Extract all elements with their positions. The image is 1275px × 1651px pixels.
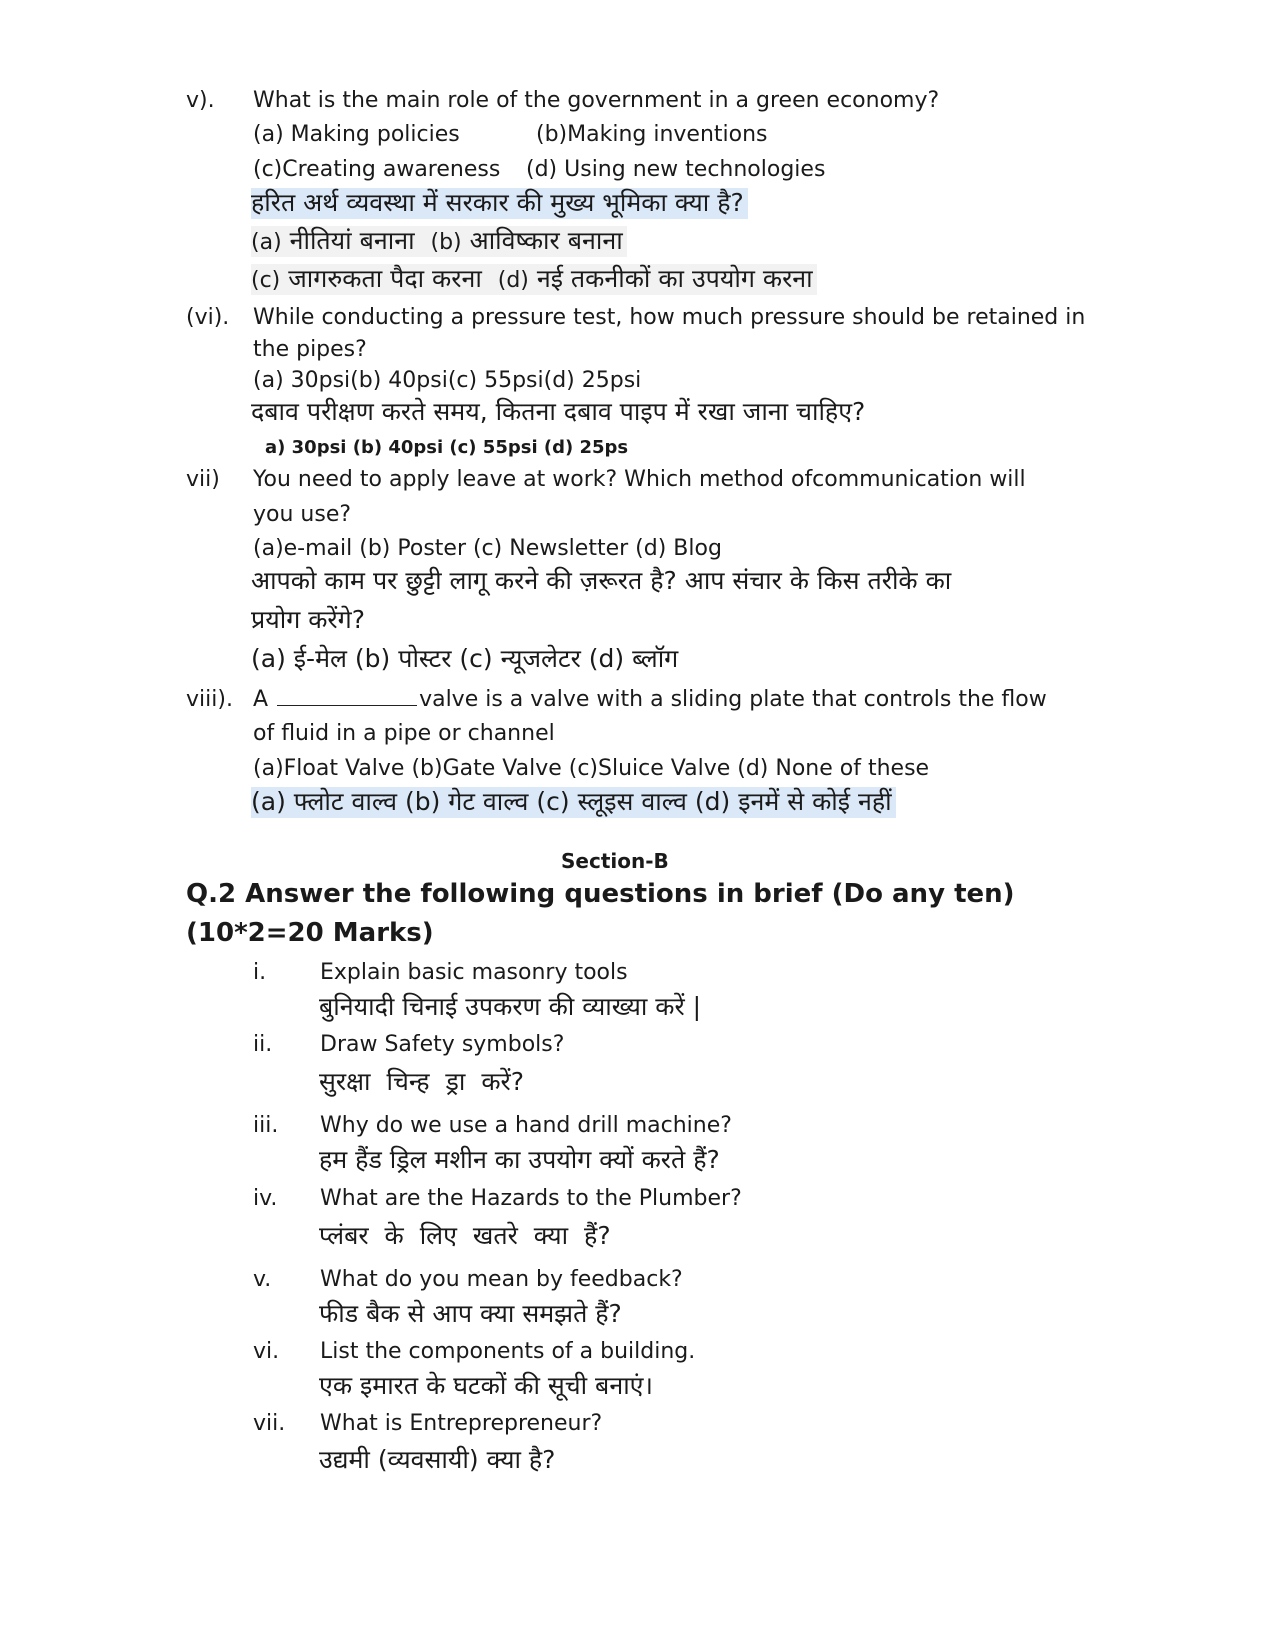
brief-question-text: List the components of a building. [320, 1339, 696, 1364]
brief-question-hindi: उद्यमी (व्यवसायी) क्या है? [319, 1445, 556, 1474]
brief-question-text: Draw Safety symbols? [320, 1032, 565, 1057]
hindi-options-row: a) 30psi (b) 40psi (c) 55psi (d) 25ps [265, 437, 629, 458]
marks-info: (10*2=20 Marks) [186, 918, 434, 948]
brief-question-number: vii. [253, 1411, 286, 1436]
question-text: the pipes? [253, 337, 367, 362]
option-label: (a) [251, 230, 282, 255]
question-text: What is the main role of the government in a green economy? [253, 88, 940, 113]
hindi-options-row [251, 265, 817, 294]
options-row: (a)e-mail (b) Poster (c) Newsletter (d) Blog [253, 536, 722, 561]
brief-question-hindi: हम हैंड ड्रिल मशीन का उपयोग क्यों करते हैं? [319, 1145, 720, 1174]
question-number: vii) [186, 467, 220, 492]
brief-question-hindi: सुरक्षा चिन्ह ड्रा करें? [319, 1067, 525, 1096]
question-text: While conducting a pressure test, how much pressure should be retained in [253, 305, 1086, 330]
option-d: (d) Using new technologies [526, 157, 826, 182]
option-a: (a) Making policies [253, 122, 460, 147]
question-number: v). [186, 88, 215, 113]
brief-question-text: What is Entreprepreneur? [320, 1411, 603, 1436]
hindi-option-d: नई तकनीकों का उपयोग करना [536, 264, 813, 293]
brief-question-number: i. [253, 960, 267, 985]
options-row: (a)Float Valve (b)Gate Valve (c)Sluice Valve (d) None of these [253, 756, 930, 781]
hindi-question-text: दबाव परीक्षण करते समय, कितना दबाव पाइप में रखा जाना चाहिए? [251, 397, 866, 426]
hindi-options-row [251, 227, 627, 256]
hindi-question-text: आपको काम पर छुट्टी लागू करने की ज़रूरत है? आप संचार के किस तरीके का [251, 566, 952, 595]
hindi-option-a: नीतियां बनाना [289, 226, 415, 255]
brief-question-number: ii. [253, 1032, 273, 1057]
option-c: (c)Creating awareness [253, 157, 501, 182]
hindi-options-row: (a) फ्लोट वाल्व (b) गेट वाल्व (c) स्लूइस वाल्व (d) इनमें से कोई नहीं [251, 787, 896, 818]
brief-question-hindi: बुनियादी चिनाई उपकरण की व्याख्या करें | [319, 992, 702, 1021]
hindi-options-row: (a) ई-मेल (b) पोस्टर (c) न्यूजलेटर (d) ब्लॉग [251, 644, 679, 673]
brief-question-text: Explain basic masonry tools [320, 960, 628, 985]
brief-question-number: iii. [253, 1113, 279, 1138]
brief-question-text: What are the Hazards to the Plumber? [320, 1186, 742, 1211]
option-label: (b) [430, 230, 462, 255]
option-label: (d) [497, 268, 529, 293]
brief-question-number: vi. [253, 1339, 280, 1364]
brief-question-text: What do you mean by feedback? [320, 1267, 683, 1292]
brief-question-hindi: प्लंबर के लिए खतरे क्या हैं? [319, 1221, 611, 1250]
option-b: (b)Making inventions [536, 122, 768, 147]
hindi-question-text: प्रयोग करेंगे? [251, 605, 365, 634]
option-label: (c) [251, 268, 281, 293]
question-text [253, 687, 1047, 712]
question-text: of fluid in a pipe or channel [253, 721, 555, 746]
brief-question-number: iv. [253, 1186, 278, 1211]
section-title: Section-B [561, 849, 669, 873]
section-heading: Q.2 Answer the following questions in brief (Do any ten) [186, 879, 1015, 909]
question-text: you use? [253, 502, 352, 527]
hindi-option-c: जागरुकता पैदा करना [288, 264, 482, 293]
fill-in-blank [277, 687, 417, 706]
question-text: You need to apply leave at work? Which method ofcommunication will [253, 467, 1026, 492]
brief-question-text: Why do we use a hand drill machine? [320, 1113, 732, 1138]
options-row: (a) 30psi(b) 40psi(c) 55psi(d) 25psi [253, 368, 642, 393]
question-text-start: A [253, 687, 269, 712]
question-text-end: valve is a valve with a sliding plate that controls the flow [419, 687, 1047, 712]
hindi-option-b: आविष्कार बनाना [469, 226, 623, 255]
brief-question-hindi: एक इमारत के घटकों की सूची बनाएं। [319, 1371, 653, 1400]
question-number: (vi). [186, 305, 230, 330]
brief-question-number: v. [253, 1267, 272, 1292]
hindi-question-text: हरित अर्थ व्यवस्था में सरकार की मुख्य भूमिका क्या है? [251, 188, 748, 219]
brief-question-hindi: फीड बैक से आप क्या समझते हैं? [319, 1299, 622, 1328]
question-number: viii). [186, 687, 233, 712]
